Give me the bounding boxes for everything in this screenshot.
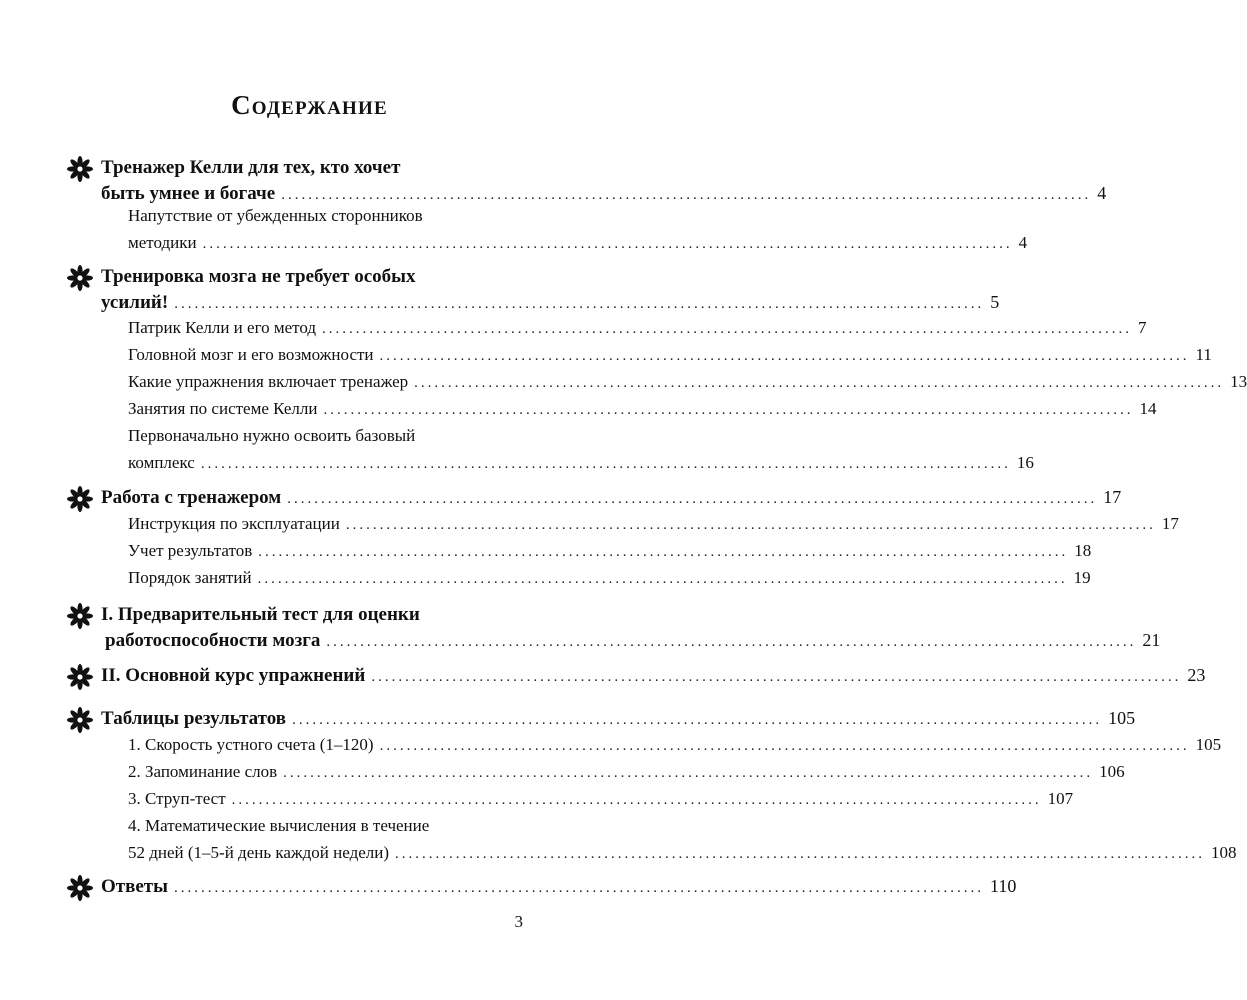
toc-item-title: Занятия по системе Келли: [128, 399, 318, 418]
toc-item-title: 3. Струп-тест: [128, 789, 226, 808]
toc-section-line: [101, 665, 1206, 687]
toc-page-number: 105: [1108, 708, 1136, 728]
toc-item-title: Напутствие от убежденных сторонников: [128, 206, 423, 225]
toc-item-title: Инструкция по эксплуатации: [128, 514, 340, 533]
toc-item-title: комплекс: [128, 453, 195, 472]
toc-item-line: [128, 426, 523, 446]
toc-page-number: 110: [989, 876, 1017, 896]
toc-item-title: Головной мозг и его возможности: [128, 345, 374, 364]
asterisk-flower-icon: [67, 664, 93, 690]
toc-page-number: 105: [1195, 735, 1222, 754]
toc-section-line: [101, 708, 1136, 730]
toc-section-title: Работа с тренажером: [101, 487, 282, 508]
toc-page-number: 18: [1074, 541, 1092, 560]
dot-leader: ........................................................................................................................: [379, 738, 1190, 754]
toc-page-number: 106: [1099, 762, 1125, 781]
dot-leader: ........................................................................................................................: [292, 712, 1103, 728]
toc-section-title: усилий!: [101, 292, 169, 313]
dot-leader: ........................................................................................................................: [326, 634, 1137, 650]
toc-item-line: [128, 372, 1247, 392]
dot-leader: ........................................................................................................................: [281, 187, 1092, 203]
toc-item-line: [128, 816, 523, 836]
toc-section-line: [101, 604, 523, 626]
dot-leader: ........................................................................................................................: [395, 846, 1206, 862]
toc-item-title: Какие упражнения включает тренажер: [128, 372, 409, 391]
dot-leader: ........................................................................................................................: [283, 765, 1094, 781]
toc-item-title: Учет результатов: [128, 541, 253, 560]
toc-section-title: работоспособности мозга: [105, 630, 321, 651]
toc-section-line: [101, 266, 523, 288]
toc-item-title: Патрик Келли и его метод: [128, 318, 317, 337]
toc-section-title: Тренировка мозга не требует особых: [101, 266, 416, 287]
dot-leader: ........................................................................................................................: [414, 375, 1225, 391]
toc-item-line: [128, 206, 523, 226]
asterisk-flower-icon: [67, 265, 93, 291]
toc-section-title: быть умнее и богаче: [101, 183, 276, 204]
dot-leader: ........................................................................................................................: [258, 544, 1069, 560]
toc-section-title: Ответы: [101, 876, 168, 897]
toc-item-title: 1. Скорость устного счета (1–120): [128, 735, 374, 754]
dot-leader: ........................................................................................................................: [379, 348, 1190, 364]
toc-item-line: [128, 843, 1237, 863]
toc-section-title: Тренажер Келли для тех, кто хочет: [101, 157, 401, 178]
toc-page-number: 16: [1016, 453, 1034, 472]
dot-leader: ........................................................................................................................: [231, 792, 1042, 808]
toc-page-number: 14: [1139, 399, 1157, 418]
toc-item-line: [128, 789, 1074, 809]
toc-section-title: II. Основной курс упражнений: [101, 665, 366, 686]
toc-section-title: I. Предварительный тест для оценки: [101, 604, 420, 625]
toc-page-number: 17: [1103, 487, 1122, 507]
dot-leader: ........................................................................................................................: [287, 491, 1098, 507]
toc-item-title: Порядок занятий: [128, 568, 252, 587]
toc-section-line: [101, 876, 1017, 898]
dot-leader: ........................................................................................................................: [322, 321, 1133, 337]
toc-page-number: 107: [1047, 789, 1074, 808]
toc-item-line: [128, 735, 1222, 755]
toc-section-line: [101, 157, 523, 179]
toc-item-line: [128, 541, 1092, 561]
toc-section-title: Таблицы результатов: [101, 708, 287, 729]
toc-page-number: 4: [1018, 233, 1028, 252]
asterisk-flower-icon: [67, 707, 93, 733]
page-number: 3: [514, 912, 523, 931]
toc-page-number: 19: [1073, 568, 1091, 587]
toc-page-number: 108: [1211, 843, 1237, 862]
toc-item-title: 2. Запоминание слов: [128, 762, 278, 781]
toc-page-number: 4: [1097, 183, 1107, 203]
toc-page-number: 23: [1187, 665, 1206, 685]
dot-leader: ........................................................................................................................: [174, 296, 985, 312]
toc-section-line: [101, 292, 1000, 314]
dot-leader: ........................................................................................................................: [200, 456, 1011, 472]
toc-page-number: 5: [990, 292, 1000, 312]
page-title: Содержание: [231, 90, 388, 120]
dot-leader: ........................................................................................................................: [173, 880, 984, 896]
toc-page-number: 21: [1142, 630, 1161, 650]
asterisk-flower-icon: [67, 156, 93, 182]
toc-item-title: 52 дней (1–5-й день каждой недели): [128, 843, 390, 862]
dot-leader: ........................................................................................................................: [323, 402, 1134, 418]
toc-item-line: [128, 345, 1212, 365]
dot-leader: ........................................................................................................................: [371, 669, 1182, 685]
toc-item-title: методики: [128, 233, 197, 252]
toc-page-number: 13: [1230, 372, 1247, 391]
toc-page-number: 17: [1161, 514, 1179, 533]
toc-item-title: Первоначально нужно освоить базовый: [128, 426, 416, 445]
dot-leader: ........................................................................................................................: [202, 236, 1013, 252]
toc-item-line: [128, 514, 1179, 534]
toc-item-line: [128, 568, 1091, 588]
toc-item-line: [128, 318, 1147, 338]
toc-section-line: [101, 183, 1107, 205]
toc-page-number: 11: [1195, 345, 1212, 364]
toc-item-line: [128, 453, 1034, 473]
toc-page-number: 7: [1138, 318, 1147, 337]
dot-leader: ........................................................................................................................: [257, 571, 1068, 587]
toc-section-line: [101, 487, 1122, 509]
toc-item-line: [128, 233, 1028, 253]
toc-item-title: 4. Математические вычисления в течение: [128, 816, 430, 835]
toc-item-line: [128, 399, 1157, 419]
asterisk-flower-icon: [67, 486, 93, 512]
dot-leader: ........................................................................................................................: [345, 517, 1156, 533]
toc-section-line: [105, 630, 1161, 652]
asterisk-flower-icon: [67, 875, 93, 901]
toc-item-line: [128, 762, 1125, 782]
asterisk-flower-icon: [67, 603, 93, 629]
